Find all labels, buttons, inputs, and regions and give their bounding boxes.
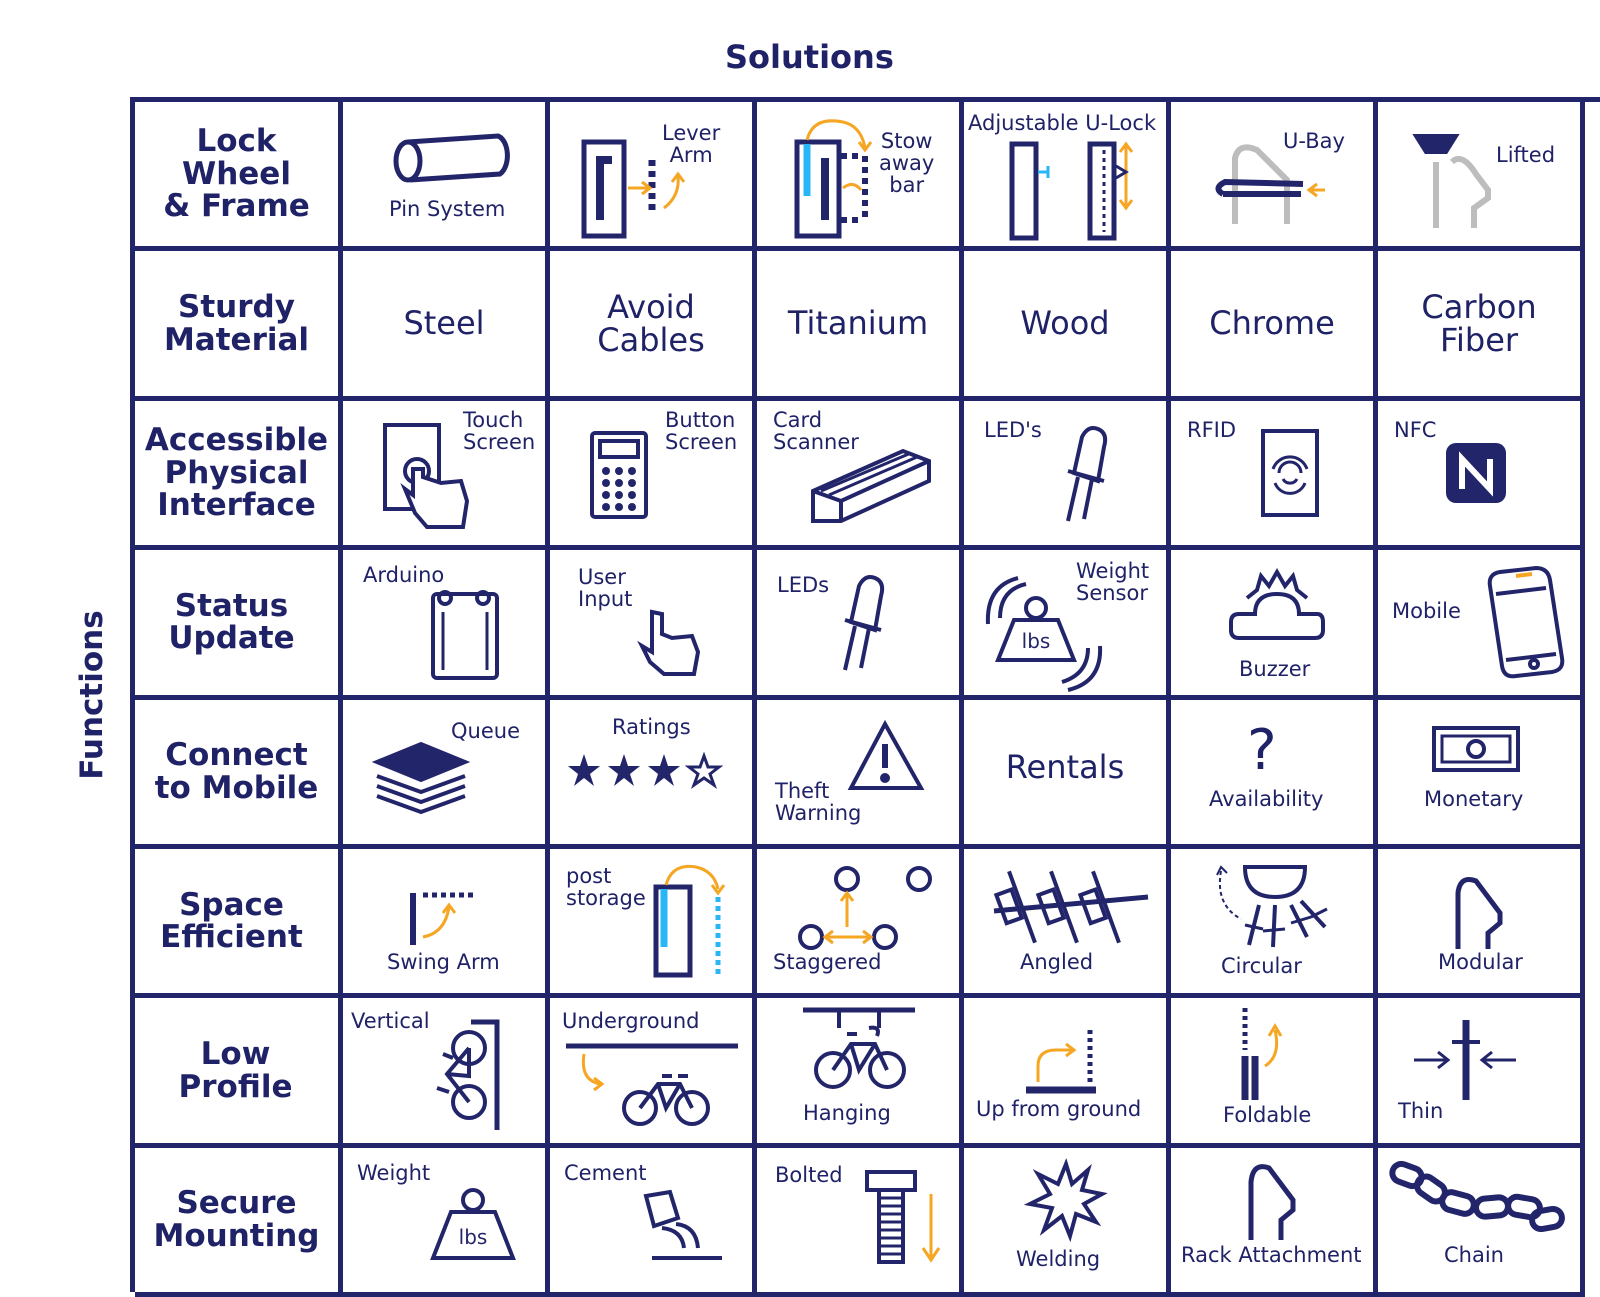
solution-label: post storage [566, 863, 646, 910]
solution-label: Pin System [389, 197, 506, 221]
mobile-phone-icon [1486, 566, 1566, 678]
solution-label: Chain [1444, 1242, 1504, 1267]
solution-label: Up from ground [976, 1097, 1142, 1122]
solution-label: Modular [1438, 949, 1523, 974]
solution-rfid [1171, 401, 1378, 550]
card-scanner-icon [811, 449, 941, 529]
solution-hanging [757, 998, 964, 1147]
solution-lifted [1378, 102, 1585, 251]
solution-leds-status [757, 550, 964, 699]
rack-icon [1245, 1160, 1305, 1244]
solution-avoid-cables: Avoid Cables [550, 251, 757, 400]
solution-up-from-ground [964, 998, 1171, 1147]
solution-label: Buzzer [1239, 657, 1311, 682]
pin-icon [388, 134, 508, 184]
u-lock-icon [1008, 142, 1168, 242]
solution-label: Touch Screen [463, 407, 536, 454]
post-storage-icon [652, 863, 732, 979]
function-low-profile: Low Profile [135, 998, 343, 1147]
led-icon [1064, 423, 1114, 523]
solution-label: Hanging [803, 1101, 891, 1126]
solution-user-input [550, 550, 757, 699]
stars-icon [566, 752, 736, 792]
solution-foldable [1171, 998, 1378, 1147]
solution-label: Weight Sensor [1076, 559, 1150, 606]
solution-label: RFID [1187, 417, 1237, 442]
solution-label: Availability [1209, 786, 1324, 811]
u-bay-icon [1213, 140, 1333, 230]
solution-label: Underground [562, 1009, 700, 1034]
underground-bike-icon [562, 1042, 742, 1132]
function-sturdy-material: Sturdy Material [135, 251, 343, 400]
solution-label: Foldable [1223, 1103, 1312, 1128]
solution-label: Button Screen [665, 407, 738, 454]
solution-label: Circular [1221, 953, 1302, 978]
solution-wood: Wood [964, 251, 1171, 400]
weight-sensor-icon [978, 578, 1108, 688]
solution-stow-away-bar [757, 102, 964, 251]
svg-text:lbs: lbs [458, 1224, 488, 1249]
solution-label: Swing Arm [387, 949, 500, 974]
angled-bikes-icon [992, 867, 1152, 947]
swing-arm-icon [409, 889, 489, 949]
solution-label: Thin [1398, 1099, 1444, 1124]
hanging-bike-icon [799, 1006, 919, 1096]
thin-icon [1412, 1016, 1522, 1106]
morphological-chart [130, 97, 1600, 1292]
nfc-icon [1444, 441, 1508, 505]
arduino-icon [431, 590, 501, 680]
solution-adjustable-u-lock [964, 102, 1171, 251]
solution-label: Monetary [1424, 786, 1524, 811]
led-icon [841, 572, 891, 672]
foldable-icon [1237, 1004, 1297, 1104]
cement-icon [626, 1190, 736, 1264]
staggered-icon [793, 865, 943, 955]
solution-arduino [343, 550, 550, 699]
svg-text:lbs: lbs [1021, 629, 1051, 654]
welding-icon [1026, 1160, 1106, 1240]
solution-thin [1378, 998, 1585, 1147]
chain-icon [1388, 1160, 1568, 1240]
solution-swing-arm [343, 849, 550, 998]
question-icon: ? [1247, 717, 1277, 783]
solution-cement [550, 1148, 757, 1297]
pointing-hand-icon [638, 608, 708, 678]
banknote-icon [1432, 726, 1522, 776]
solution-welding [964, 1148, 1171, 1297]
solution-label: LEDs [777, 573, 830, 598]
buzzer-icon [1227, 570, 1327, 650]
circular-rack-icon [1215, 865, 1345, 951]
solution-label: Angled [1020, 949, 1094, 974]
weight-icon [429, 1188, 519, 1262]
solution-label: Mobile [1392, 599, 1461, 624]
solution-label: U-Bay [1283, 129, 1345, 153]
solution-angled [964, 849, 1171, 998]
function-accessible-physical-interface: Accessible Physical Interface [135, 401, 343, 550]
solution-modular [1378, 849, 1585, 998]
function-space-efficient: Space Efficient [135, 849, 343, 998]
solution-label: Rack Attachment [1181, 1242, 1362, 1267]
solution-monetary [1378, 700, 1585, 849]
functions-axis-title: Functions [74, 610, 110, 780]
solution-steel: Steel [343, 251, 550, 400]
solution-rack-attachment [1171, 1148, 1378, 1297]
solution-rentals: Rentals [964, 700, 1171, 849]
solution-nfc [1378, 401, 1585, 550]
solution-weight-sensor [964, 550, 1171, 699]
solution-button-screen [550, 401, 757, 550]
solution-buzzer [1171, 550, 1378, 699]
solution-titanium: Titanium [757, 251, 964, 400]
solution-weight [343, 1148, 550, 1297]
solution-label: User Input [578, 565, 633, 612]
function-lock-wheel-frame: Lock Wheel & Frame [135, 102, 343, 251]
solution-label: Ratings [612, 714, 691, 739]
solution-underground [550, 998, 757, 1147]
solution-label: Staggered [773, 949, 882, 974]
solution-touch-screen [343, 401, 550, 550]
solution-ratings [550, 700, 757, 849]
solution-pin-system [343, 102, 550, 251]
lifted-icon [1412, 132, 1502, 232]
layers-icon [373, 738, 473, 828]
vertical-bike-icon [423, 1018, 513, 1134]
solution-label: Theft Warning [775, 778, 862, 825]
solution-label: Adjustable U-Lock [968, 111, 1157, 135]
solution-chain [1378, 1148, 1585, 1297]
solution-staggered [757, 849, 964, 998]
solution-label: Arduino [363, 563, 445, 588]
solution-theft-warning [757, 700, 964, 849]
solution-label: NFC [1394, 417, 1437, 442]
solution-label: Lifted [1496, 143, 1556, 167]
solution-label: LED's [984, 417, 1042, 442]
up-from-ground-icon [1022, 1026, 1112, 1096]
solution-bolted [757, 1148, 964, 1297]
solution-label: Welding [1016, 1246, 1101, 1271]
function-connect-to-mobile: Connect to Mobile [135, 700, 343, 849]
solution-label: Card Scanner [773, 407, 859, 454]
solution-mobile [1378, 550, 1585, 699]
solution-lever-arm [550, 102, 757, 251]
solution-post-storage [550, 849, 757, 998]
solution-label: Weight [357, 1160, 431, 1185]
keypad-icon [590, 431, 650, 521]
solution-card-scanner [757, 401, 964, 550]
solution-label: Vertical [351, 1009, 430, 1034]
solution-label: Stow away bar [879, 129, 935, 198]
bolt-icon [865, 1170, 945, 1266]
touch-screen-icon [383, 423, 473, 533]
solution-availability [1171, 700, 1378, 849]
solution-vertical [343, 998, 550, 1147]
solution-circular [1171, 849, 1378, 998]
function-secure-mounting: Secure Mounting [135, 1148, 343, 1297]
function-status-update: Status Update [135, 550, 343, 699]
modular-rack-icon [1452, 873, 1512, 953]
solution-u-bay [1171, 102, 1378, 251]
solution-chrome: Chrome [1171, 251, 1378, 400]
solution-carbon-fiber: Carbon Fiber [1378, 251, 1585, 400]
solution-label: Queue [451, 718, 520, 743]
solution-label: Cement [564, 1160, 647, 1185]
solution-queue [343, 700, 550, 849]
solution-label: Lever Arm [662, 121, 721, 168]
solution-leds [964, 401, 1171, 550]
rfid-icon [1261, 429, 1321, 519]
solution-label: Bolted [775, 1162, 843, 1187]
